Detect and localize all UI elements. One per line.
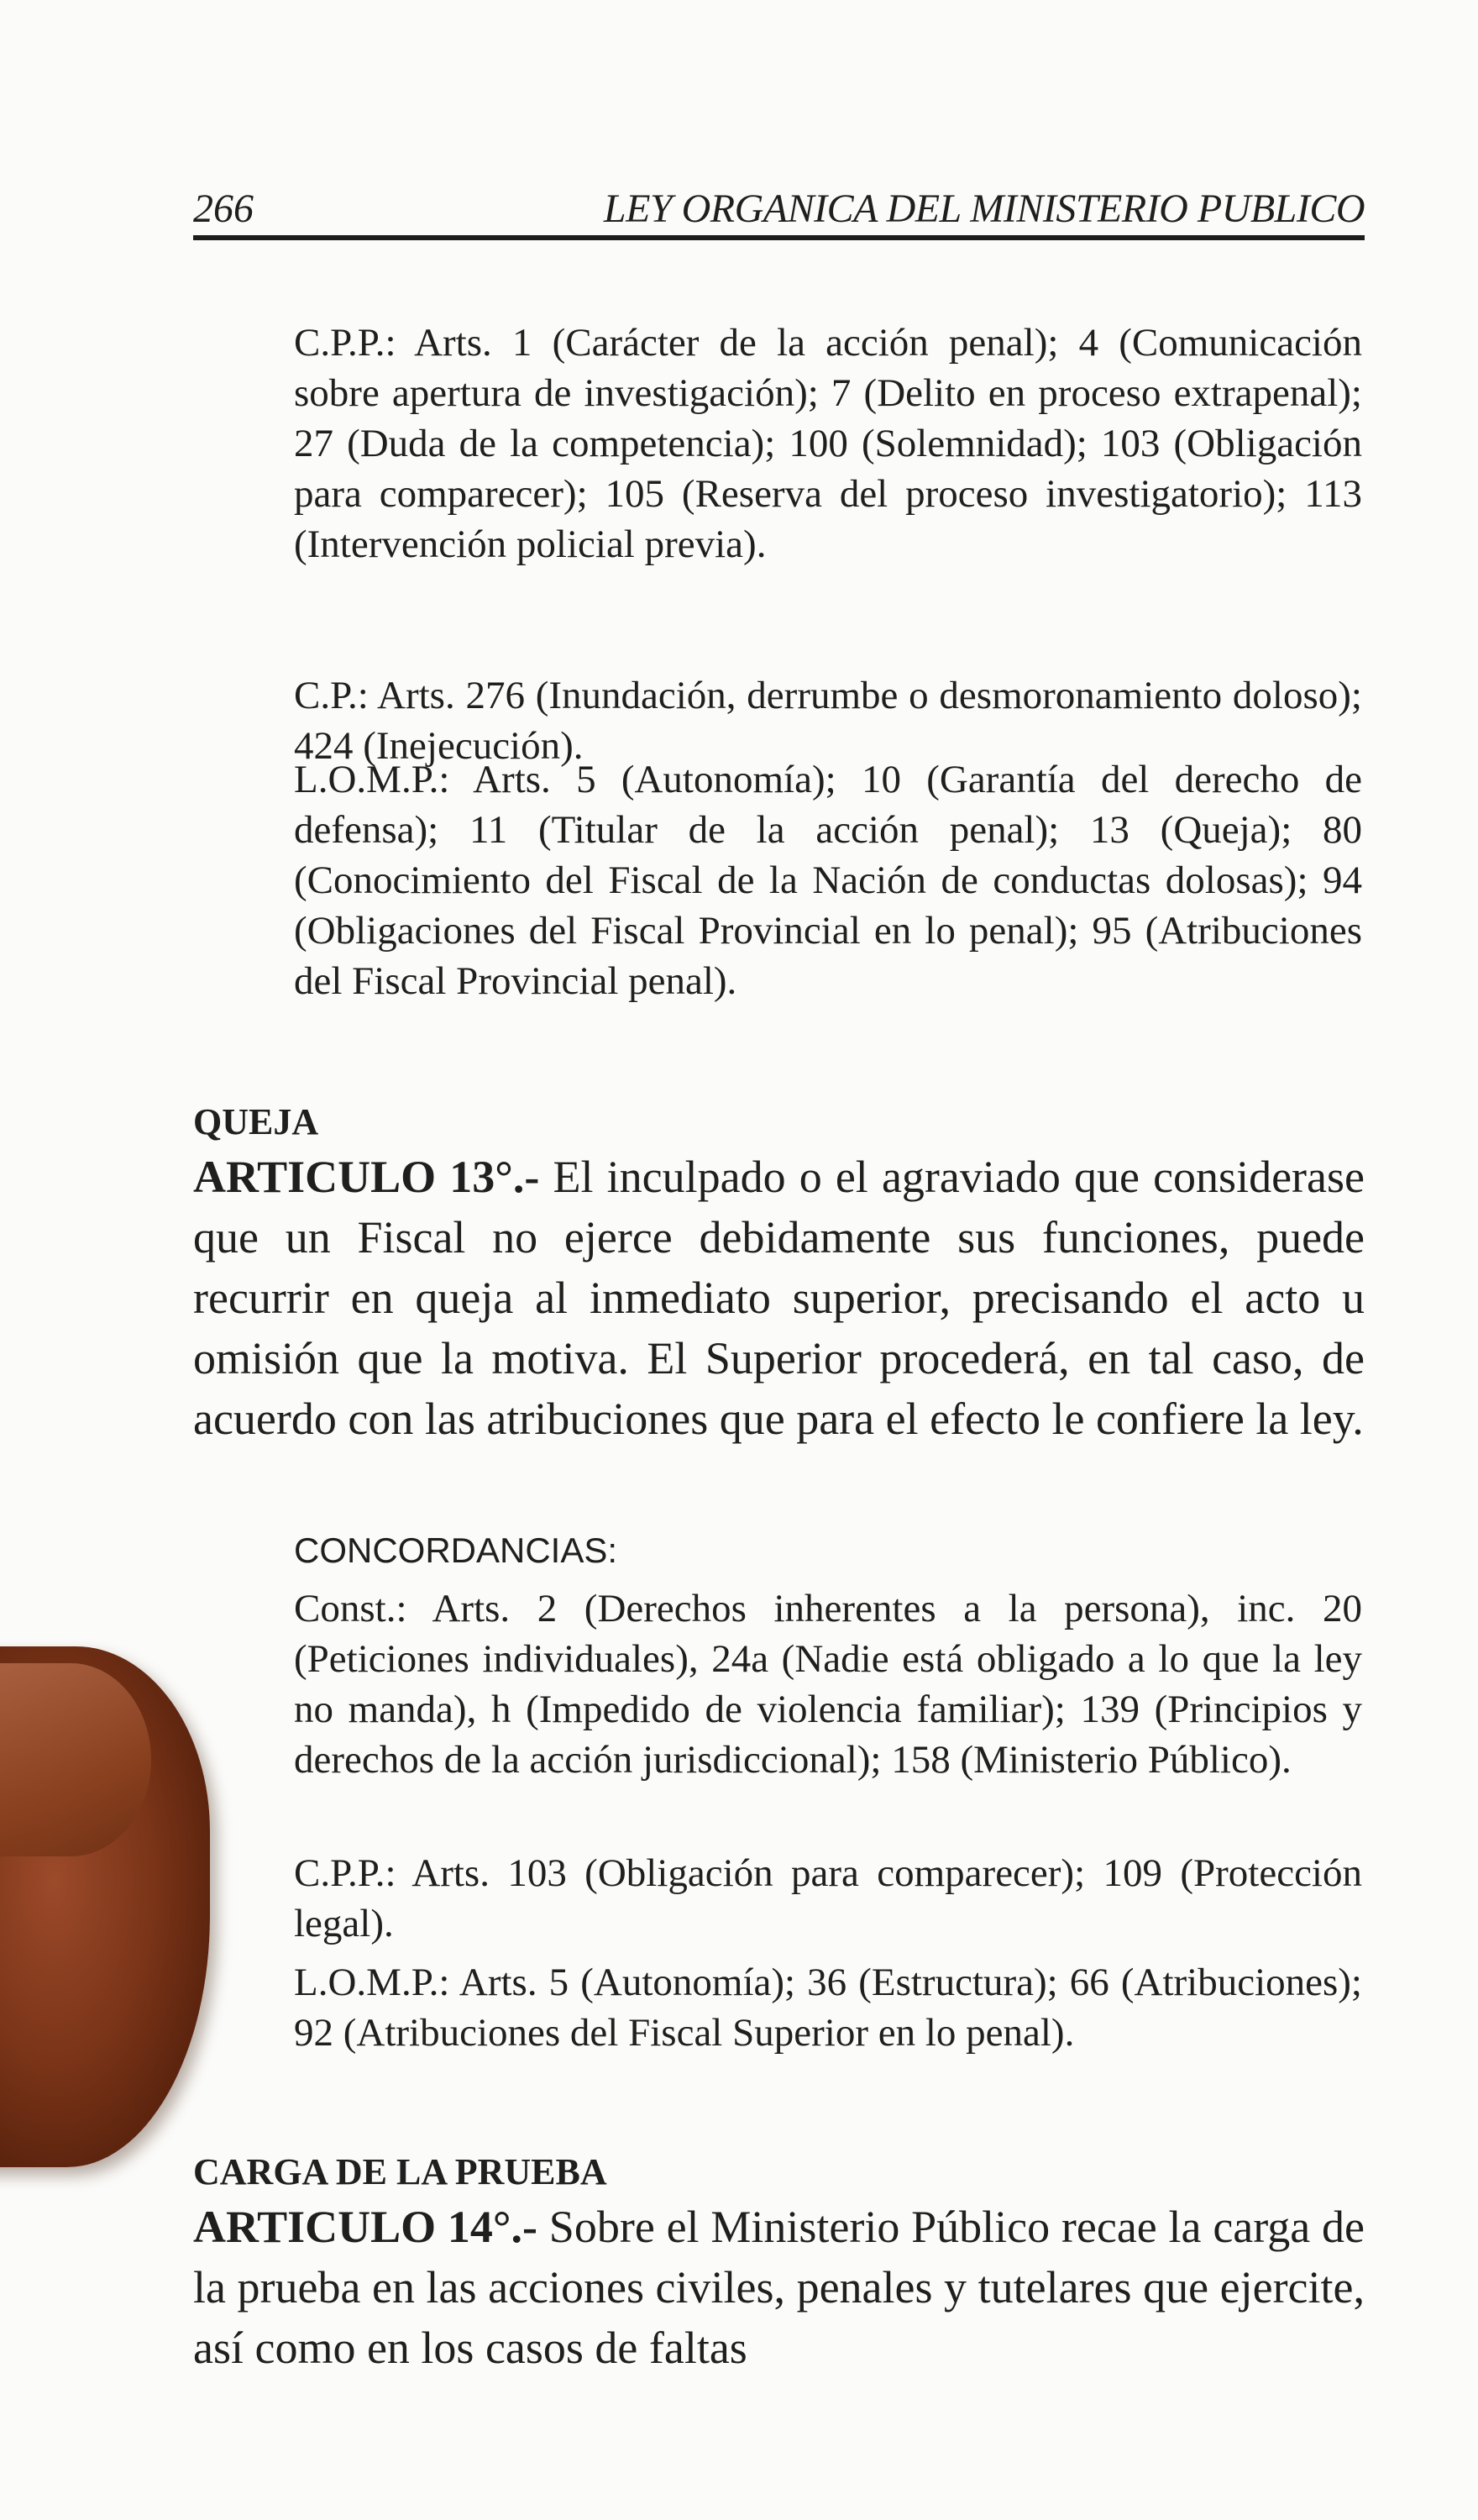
article-13: [193, 1147, 1365, 1449]
running-title: LEY ORGANICA DEL MINISTERIO PUBLICO: [603, 186, 1365, 231]
article-13-label: ARTICULO 13°.-: [193, 1152, 540, 1202]
page-header: [193, 185, 1365, 240]
concordancias-label: CONCORDANCIAS:: [294, 1530, 618, 1570]
thumb-overlay: [0, 1646, 210, 2167]
section-heading-carga: CARGA DE LA PRUEBA: [193, 2151, 607, 2192]
article-14-text: Sobre el Ministerio Público recae la carga de la prueba en las acciones civiles, penales y tutelares que ejercite, así como en los casos de faltas: [193, 2202, 1365, 2373]
article-14: [193, 2197, 1365, 2378]
ref-cpp-top: C.P.P.: Arts. 1 (Carácter de la acción penal); 4 (Comunicación sobre apertura de investigación); 7 (Delito en proceso extrapenal); 27 (Duda de la competencia); 100 (Solemnidad); 103 (Obligación para comparecer); 105 (Reserva del proceso investigatorio); 113 (Intervención policial previa).: [294, 321, 1362, 566]
page-number: 266: [193, 186, 254, 231]
ref-lomp-top: L.O.M.P.: Arts. 5 (Autonomía); 10 (Garantía del derecho de defensa); 11 (Titular de la acción penal); 13 (Queja); 80 (Conocimiento del Fiscal de la Nación de conductas dolosas); 94 (Obligaciones del Fiscal Provincial en lo penal); 95 (Atribuciones del Fiscal Provincial penal).: [294, 758, 1362, 1003]
ref-cp-top: C.P.: Arts. 276 (Inundación, derrumbe o desmoronamiento doloso); 424 (Inejecución).: [294, 674, 1362, 768]
article-14-label: ARTICULO 14°.-: [193, 2202, 538, 2252]
section-heading-queja: QUEJA: [193, 1101, 319, 1142]
ref-lomp-13: L.O.M.P.: Arts. 5 (Autonomía); 36 (Estructura); 66 (Atribuciones); 92 (Atribuciones del Fiscal Superior en lo penal).: [294, 1961, 1362, 2055]
article-13-text: El inculpado o el agraviado que considerase que un Fiscal no ejerce debidamente sus funciones, puede recurrir en queja al inmediato superior, precisando el acto u omisión que la motiva. El Superior procederá, en tal caso, de acuerdo con las atribuciones que para el efecto le confiere la ley.: [193, 1152, 1365, 1444]
ref-const: Const.: Arts. 2 (Derechos inherentes a la persona), inc. 20 (Peticiones individuales), 24a (Nadie está obligado a lo que la ley no manda), h (Impedido de violencia familiar); 139 (Principios y derechos de la acción jurisdiccional); 158 (Ministerio Público).: [294, 1587, 1362, 1782]
thumbnail-nail: [0, 1663, 151, 1856]
ref-cpp-13: C.P.P.: Arts. 103 (Obligación para comparecer); 109 (Protección legal).: [294, 1851, 1362, 1945]
